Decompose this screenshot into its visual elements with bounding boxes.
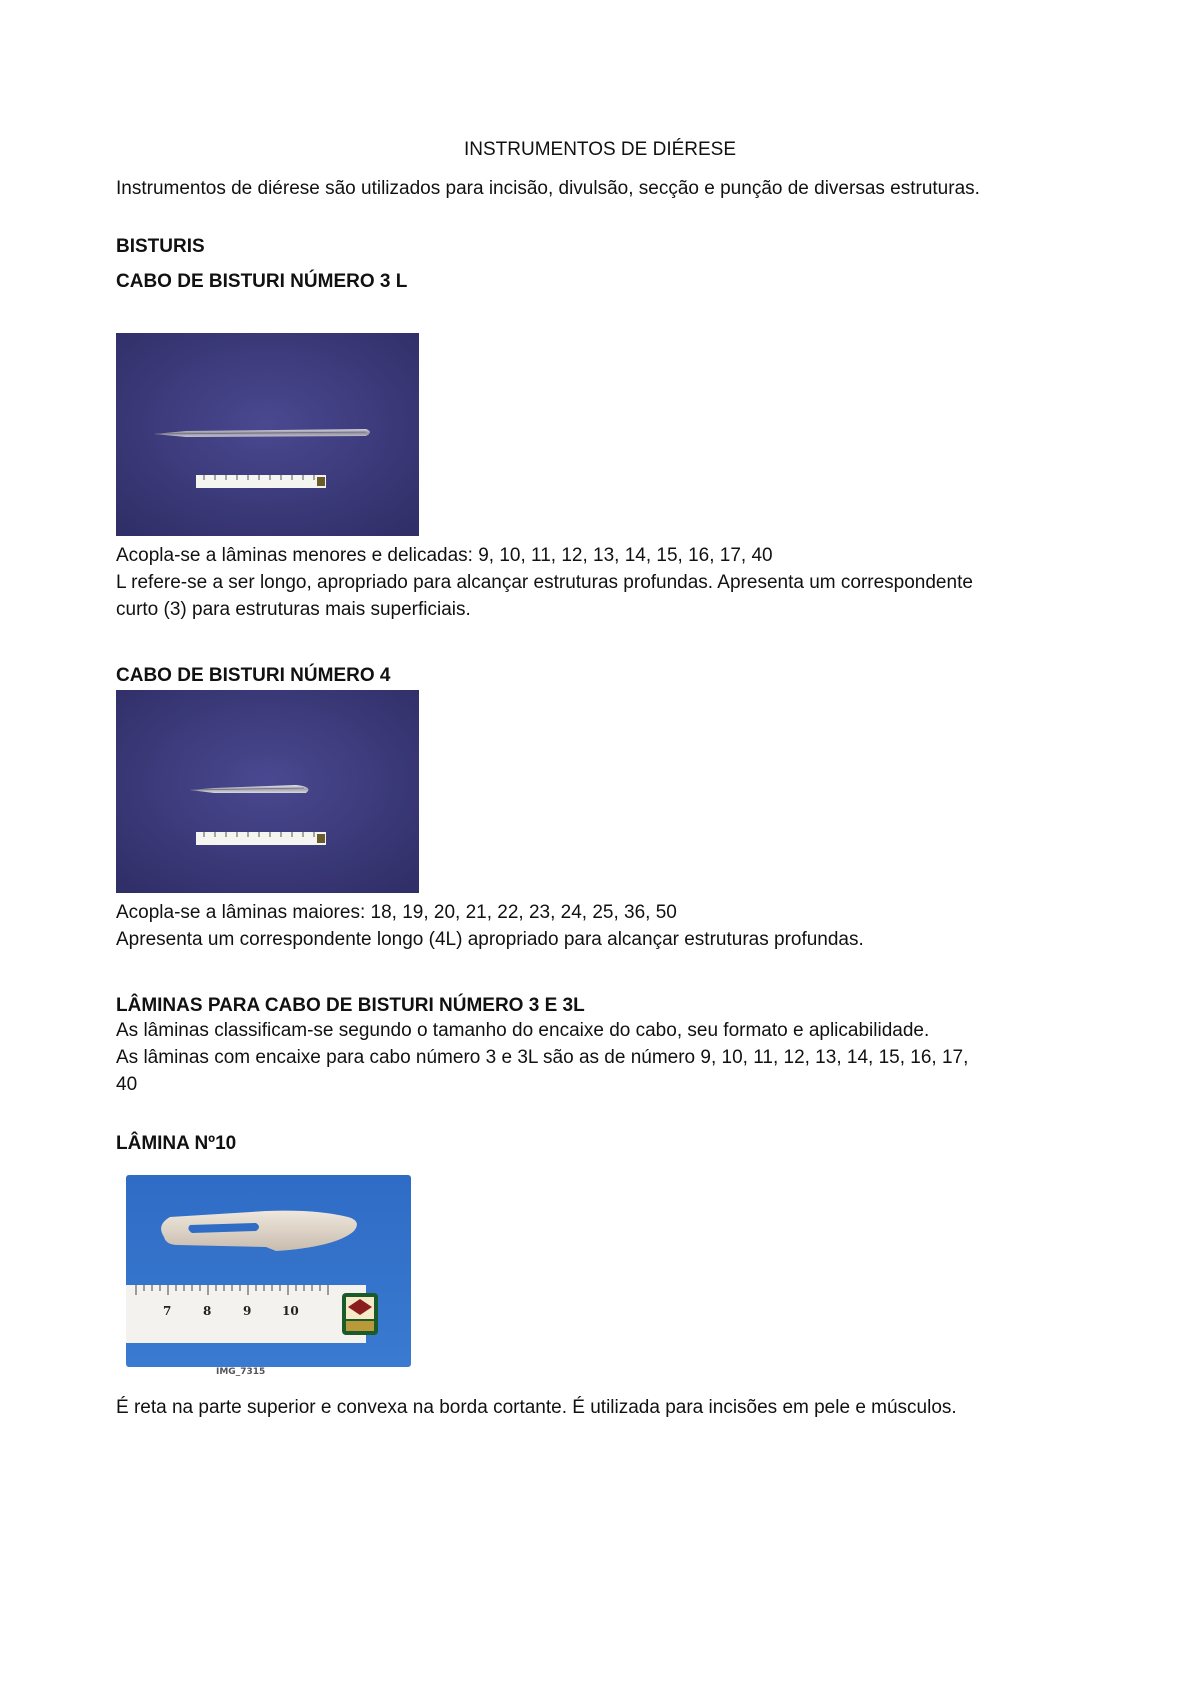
ruler-label-8: 8 [203, 1304, 212, 1318]
laminas-line-2: As lâminas com encaixe para cabo número 3 e 3L são as de número 9, 10, 11, 12, 13, 14, 15, 16, 17, [116, 1047, 969, 1068]
laminas-line-1: As lâminas classificam-se segundo o tamanho do encaixe do cabo, seu formato e aplicabilidade. [116, 1020, 930, 1041]
lamina-10-line-1: É reta na parte superior e convexa na borda cortante. É utilizada para incisões em pele e músculos. [116, 1397, 957, 1418]
cabo-3l-line-1: Acopla-se a lâminas menores e delicadas: 9, 10, 11, 12, 13, 14, 15, 16, 17, 40 [116, 545, 773, 566]
heading-laminas-3-3l: LÂMINAS PARA CABO DE BISTURI NÚMERO 3 E 3L [116, 995, 585, 1016]
photo-caption: IMG_7315 [216, 1367, 266, 1377]
photo-lamina-10-image [116, 1167, 419, 1383]
document-title: INSTRUMENTOS DE DIÉRESE [463, 139, 737, 160]
cabo-4-line-2: Apresenta um correspondente longo (4L) apropriado para alcançar estruturas profundas. [116, 929, 864, 950]
cabo-3l-line-2: L refere-se a ser longo, apropriado para alcançar estruturas profundas. Apresenta um correspondente [116, 572, 973, 593]
cabo-3l-line-3: curto (3) para estruturas mais superficiais. [116, 599, 471, 620]
photo-cabo-4-image [116, 690, 419, 893]
intro-paragraph: Instrumentos de diérese são utilizados para incisão, divulsão, secção e punção de diversas estruturas. [116, 178, 980, 199]
photo-lamina-10 [116, 1167, 419, 1383]
emblem-icon [342, 1293, 378, 1335]
section-heading-bisturis: BISTURIS [116, 236, 205, 257]
ruler-label-9: 9 [243, 1304, 252, 1318]
cabo-4-line-1: Acopla-se a lâminas maiores: 18, 19, 20, 21, 22, 23, 24, 25, 36, 50 [116, 902, 677, 923]
laminas-line-3: 40 [116, 1074, 138, 1095]
photo-cabo-3l [116, 333, 419, 536]
heading-cabo-3l: CABO DE BISTURI NÚMERO 3 L [116, 271, 408, 292]
ruler-label-7: 7 [163, 1304, 172, 1318]
photo-cabo-4 [116, 690, 419, 893]
photo-cabo-3l-image [116, 333, 419, 536]
heading-lamina-10: LÂMINA Nº10 [116, 1133, 237, 1154]
heading-cabo-4: CABO DE BISTURI NÚMERO 4 [116, 665, 391, 686]
ruler-label-10: 10 [282, 1304, 299, 1318]
